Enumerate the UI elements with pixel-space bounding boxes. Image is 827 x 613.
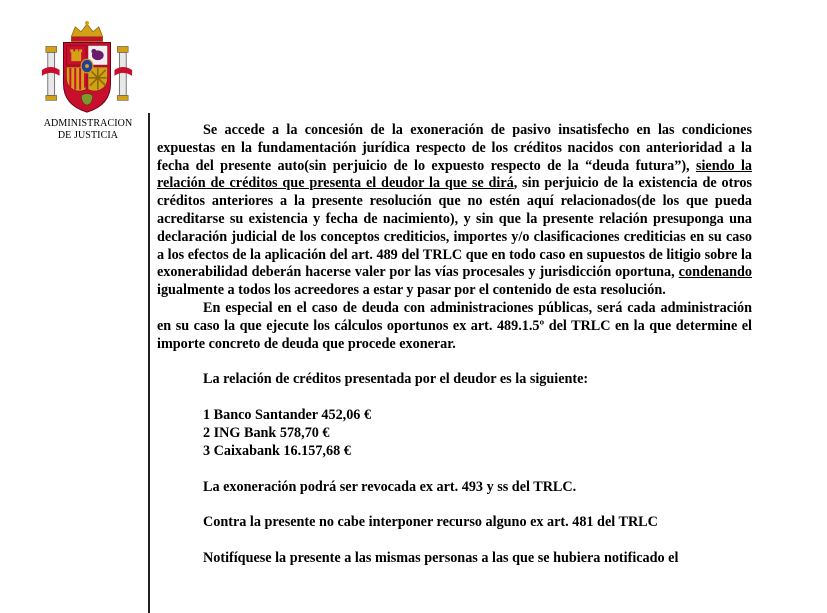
p1-underlined-condenando: condenando xyxy=(678,264,752,281)
p1-text-a: Se accede a la concesión de la exoneración de pasivo insatisfecho en las condiciones expuestas en la fundamentación jurídica respecto de los créditos nacidos con anterioridad a la fecha del presente auto(sin perjuicio de lo expuesto respecto de la “deuda futura”), xyxy=(157,122,752,174)
p1-text-c: igualmente a todos los acreedores a estar y pasar por el contenido de esta resolución. xyxy=(157,282,666,299)
no-appeal-note: Contra la presente no cabe interponer recurso alguno ex art. 481 del TRLC xyxy=(203,514,658,531)
revocation-note: La exoneración podrá ser revocada ex art. 493 y ss del TRLC. xyxy=(203,478,577,495)
credit-item: 3 Caixabank 16.157,68 € xyxy=(203,442,351,459)
credit-item: 2 ING Bank 578,70 € xyxy=(203,424,330,441)
org-line-2: DE JUSTICIA xyxy=(57,130,119,141)
org-line-1: ADMINISTRACION xyxy=(43,118,133,129)
organization-name xyxy=(30,118,146,142)
paragraph-public-administrations: En especial en el caso de deuda con administraciones públicas, será cada administración en su caso la que ejecute los cálculos oportunos ex art. 489.1.5º del TRLC en la que determine el importe concreto de deuda que procede exonerar. xyxy=(157,299,752,352)
notification-note: Notifíquese la presente a las mismas personas a las que se hubiera notificado el xyxy=(203,550,679,567)
p1-text-b: , sin perjuicio de la existencia de otros créditos anteriores a la presente resolución que no estén aquí relacionados(de los que pueda acreditarse su existencia y fecha de nacimiento), y sin que la presente relación presuponga una declaración judicial de los conceptos crediticios, importes y/o clasificaciones crediticias en su caso a los efectos de la aplicación del art. 489 del TRLC que en todo caso en supuestos de litigio sobre la exonerabilidad deberán hacerse valer por las vías procesales y jurisdicción oportuna, xyxy=(157,175,752,281)
margin-rule xyxy=(148,113,150,613)
credits-intro: La relación de créditos presentada por el deudor es la siguiente: xyxy=(203,371,589,388)
p1-underlined-credits: siendo la relación de créditos que presenta el deudor la que se dirá xyxy=(157,157,753,192)
credit-item: 1 Banco Santander 452,06 € xyxy=(203,407,372,424)
document-body xyxy=(157,122,752,568)
coat-of-arms-icon xyxy=(38,18,136,118)
credits-list xyxy=(157,407,752,460)
paragraph-exoneration xyxy=(157,122,752,300)
